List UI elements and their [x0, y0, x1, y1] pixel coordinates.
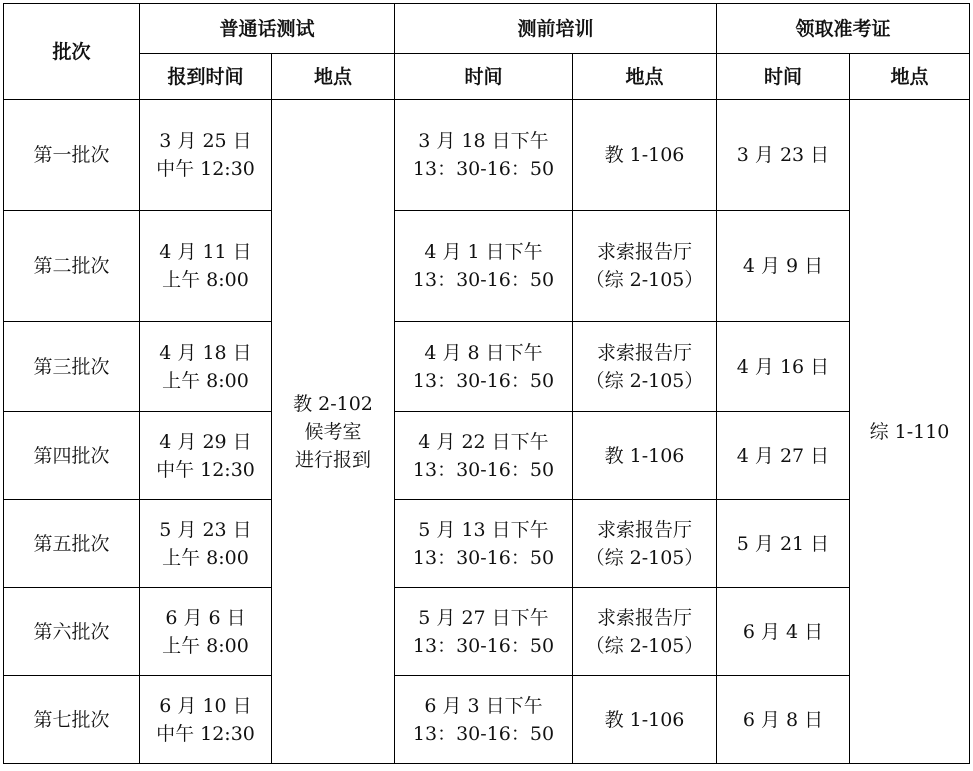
header-putonghua-test: 普通话测试 — [140, 4, 395, 54]
header-row-sub — [4, 54, 970, 100]
training-place-line: 求索报告厅 — [596, 518, 692, 541]
header-test-time: 报到时间 — [140, 54, 272, 100]
table-row — [4, 412, 970, 500]
training-date: 6 月 3 日下午 — [424, 694, 543, 717]
training-place-cell — [573, 100, 717, 211]
test-time-cell — [140, 588, 272, 676]
training-place-line: （综 2-105） — [585, 546, 704, 569]
training-place-line: （综 2-105） — [585, 269, 704, 291]
training-date: 5 月 27 日下午 — [418, 606, 549, 629]
test-time-cell — [140, 412, 272, 500]
training-clock: 13：30-16：50 — [412, 546, 555, 569]
test-clock: 中午 12:30 — [156, 458, 255, 481]
training-place-line: （综 2-105） — [585, 369, 704, 392]
test-clock: 上午 8:00 — [162, 634, 249, 657]
training-place-line: 教 1-106 — [604, 444, 685, 467]
header-batch: 批次 — [4, 4, 140, 100]
training-place-cell — [573, 412, 717, 500]
training-time-cell — [395, 322, 573, 412]
training-date: 4 月 8 日下午 — [424, 341, 543, 364]
ticket-time-cell: 4 月 27 日 — [717, 412, 850, 500]
ticket-place-shared-cell: 综 1-110 — [850, 100, 970, 764]
header-ticket-time: 时间 — [717, 54, 850, 100]
test-date: 6 月 6 日 — [165, 606, 246, 629]
batch-cell: 第五批次 — [4, 500, 140, 588]
batch-cell: 第四批次 — [4, 412, 140, 500]
test-place-shared-cell — [272, 100, 395, 764]
training-place-cell — [573, 500, 717, 588]
header-test-place: 地点 — [272, 54, 395, 100]
batch-cell: 第三批次 — [4, 322, 140, 412]
test-time-cell — [140, 100, 272, 211]
training-clock: 13：30-16：50 — [412, 158, 555, 180]
training-place-cell — [573, 588, 717, 676]
test-clock: 中午 12:30 — [156, 158, 255, 180]
ticket-time-cell: 5 月 21 日 — [717, 500, 850, 588]
test-date: 4 月 29 日 — [159, 430, 252, 453]
header-admission-ticket: 领取准考证 — [717, 4, 970, 54]
batch-cell: 第七批次 — [4, 676, 140, 764]
training-place-line: 教 1-106 — [604, 708, 685, 731]
test-date: 4 月 18 日 — [159, 341, 252, 364]
training-clock: 13：30-16：50 — [412, 269, 555, 291]
training-place-cell — [573, 676, 717, 764]
training-time-cell — [395, 500, 573, 588]
test-place-line: 教 2-102 — [293, 392, 373, 415]
test-time-cell — [140, 322, 272, 412]
test-clock: 上午 8:00 — [162, 269, 249, 291]
training-date: 5 月 13 日下午 — [418, 518, 549, 541]
test-time-cell — [140, 211, 272, 322]
training-place-cell — [573, 322, 717, 412]
batch-cell: 第二批次 — [4, 211, 140, 322]
training-time-cell — [395, 412, 573, 500]
training-clock: 13：30-16：50 — [412, 634, 555, 657]
training-place-line: （综 2-105） — [585, 634, 704, 657]
test-place-line: 候考室 — [304, 420, 362, 443]
test-time-cell — [140, 676, 272, 764]
training-time-cell — [395, 588, 573, 676]
test-clock: 上午 8:00 — [162, 546, 249, 569]
header-pre-test-training: 测前培训 — [395, 4, 717, 54]
table-row — [4, 588, 970, 676]
table-row — [4, 100, 970, 211]
table-row — [4, 500, 970, 588]
training-clock: 13：30-16：50 — [412, 722, 555, 745]
training-place-line: 求索报告厅 — [596, 341, 692, 364]
ticket-time-cell: 3 月 23 日 — [717, 100, 850, 211]
training-clock: 13：30-16：50 — [412, 369, 555, 392]
test-place-line: 进行报到 — [294, 448, 371, 471]
training-clock: 13：30-16：50 — [412, 458, 555, 481]
ticket-time-cell: 6 月 8 日 — [717, 676, 850, 764]
test-date: 3 月 25 日 — [159, 130, 252, 152]
header-row-groups — [4, 4, 970, 54]
training-date: 3 月 18 日下午 — [418, 130, 549, 152]
test-clock: 上午 8:00 — [162, 369, 249, 392]
training-place-line: 求索报告厅 — [596, 606, 692, 629]
training-time-cell — [395, 676, 573, 764]
schedule-table — [3, 3, 970, 764]
test-date: 4 月 11 日 — [159, 241, 252, 263]
test-clock: 中午 12:30 — [156, 722, 255, 745]
training-place-line: 教 1-106 — [604, 144, 685, 166]
training-date: 4 月 22 日下午 — [418, 430, 549, 453]
batch-cell: 第一批次 — [4, 100, 140, 211]
training-place-line: 求索报告厅 — [596, 241, 692, 263]
header-ticket-place: 地点 — [850, 54, 970, 100]
training-time-cell — [395, 100, 573, 211]
training-place-cell — [573, 211, 717, 322]
test-date: 6 月 10 日 — [159, 694, 252, 717]
header-training-place: 地点 — [573, 54, 717, 100]
training-time-cell — [395, 211, 573, 322]
table-row — [4, 322, 970, 412]
ticket-time-cell: 4 月 16 日 — [717, 322, 850, 412]
training-date: 4 月 1 日下午 — [424, 241, 543, 263]
table-row — [4, 676, 970, 764]
test-date: 5 月 23 日 — [159, 518, 252, 541]
ticket-time-cell: 4 月 9 日 — [717, 211, 850, 322]
table-row — [4, 211, 970, 322]
header-training-time: 时间 — [395, 54, 573, 100]
batch-cell: 第六批次 — [4, 588, 140, 676]
ticket-time-cell: 6 月 4 日 — [717, 588, 850, 676]
test-time-cell — [140, 500, 272, 588]
